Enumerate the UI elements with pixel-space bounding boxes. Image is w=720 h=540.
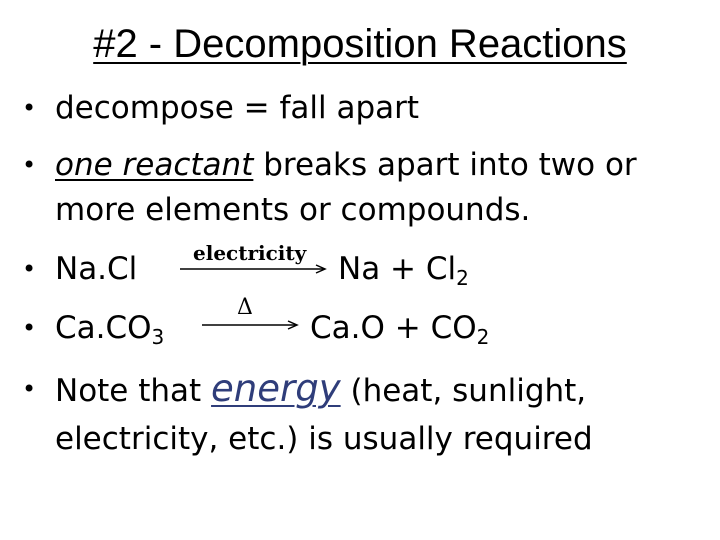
bullet-marker: •: [22, 314, 37, 342]
products-text: Na + Cl: [338, 251, 457, 287]
reaction-arrow: [178, 262, 330, 276]
subscript-2: 2: [456, 266, 469, 290]
bullet-marker: •: [22, 375, 37, 403]
products-cao-co2: [310, 304, 489, 352]
reaction-arrow: [200, 318, 302, 332]
reactant-caco3: [55, 304, 164, 352]
subscript-2: 2: [476, 325, 490, 349]
bullet-text: [55, 141, 637, 189]
bullet-text: decompose = fall apart: [55, 90, 420, 126]
products-text: Ca.O + CO: [310, 310, 477, 346]
slide-title: #2 - Decomposition Reactions: [93, 22, 627, 66]
arrow-label-electricity: electricity: [193, 241, 307, 265]
bullet-marker: •: [22, 151, 37, 179]
bullet-text: more elements or compounds.: [55, 192, 531, 228]
subscript-3: 3: [151, 325, 165, 349]
reactant-text: Ca.CO: [55, 310, 152, 346]
bullet-text-rest: breaks apart into two or: [253, 147, 637, 183]
reactant-nacl: Na.Cl: [55, 251, 138, 287]
arrow-label-delta: Δ: [237, 295, 253, 320]
bullet-text: [55, 365, 586, 415]
bullet-marker: •: [22, 255, 37, 283]
bullet-marker: •: [22, 94, 37, 122]
bullet-text: electricity, etc.) is usually required: [55, 421, 593, 457]
bullet-text-post: (heat, sunlight,: [340, 373, 587, 409]
products-na-cl2: [338, 245, 469, 293]
emphasis-energy: energy: [211, 367, 341, 410]
bullet-text-pre: Note that: [55, 373, 212, 409]
emphasis-one-reactant: one reactant: [55, 147, 254, 183]
